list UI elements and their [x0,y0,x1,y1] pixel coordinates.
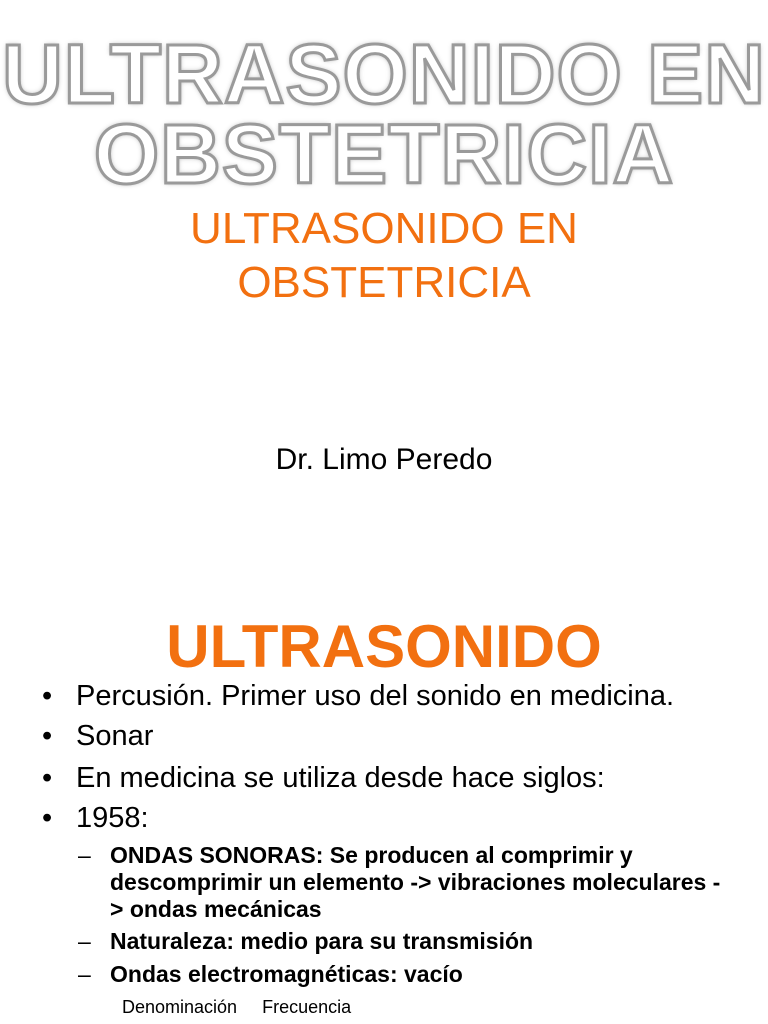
sub-bullet-symbol: – [78,961,91,987]
sub-bullet-item [78,928,730,955]
sub-bullet-item [78,961,730,988]
bullet-text: Sonar [76,720,154,752]
bullet-item [42,760,605,796]
bullet-text: 1958: [76,802,149,834]
watermark-title-line2: OBSTETRICIA [93,107,675,201]
bullet-symbol: • [42,720,53,752]
slide1-title-line2: OBSTETRICIA [237,258,531,307]
slide1-title-line1: ULTRASONIDO EN [190,204,578,253]
sub-bullet-text: Ondas electromagnéticas: vacío [110,961,463,987]
sub-bullet-text: ONDAS SONORAS: Se producen al comprimir y descomprimir un elemento -> vibraciones moleculares -> ondas mecánicas [110,842,721,922]
author-name: Dr. Limo Peredo [275,443,493,476]
bullet-symbol: • [42,802,53,834]
bullet-text: En medicina se utiliza desde hace siglos: [76,762,605,794]
table-header-row [122,996,371,1018]
sub-bullet-item [78,842,730,923]
bullet-item [42,800,149,836]
bullet-text: Percusión. Primer uso del sonido en medicina. [76,680,675,712]
bullet-item [42,678,674,714]
sub-bullet-symbol: – [78,928,91,954]
slide2-title: ULTRASONIDO [166,613,602,680]
bullet-item [42,718,153,754]
sub-bullet-text: Naturaleza: medio para su transmisión [110,928,534,954]
bullet-symbol: • [42,762,53,794]
bullet-symbol: • [42,680,53,712]
watermark-title-line1: ULTRASONIDO EN [2,27,766,121]
table-header-denominacion: Denominación [122,997,238,1017]
table-header-frecuencia: Frecuencia [262,997,352,1017]
sub-bullet-symbol: – [78,842,91,868]
